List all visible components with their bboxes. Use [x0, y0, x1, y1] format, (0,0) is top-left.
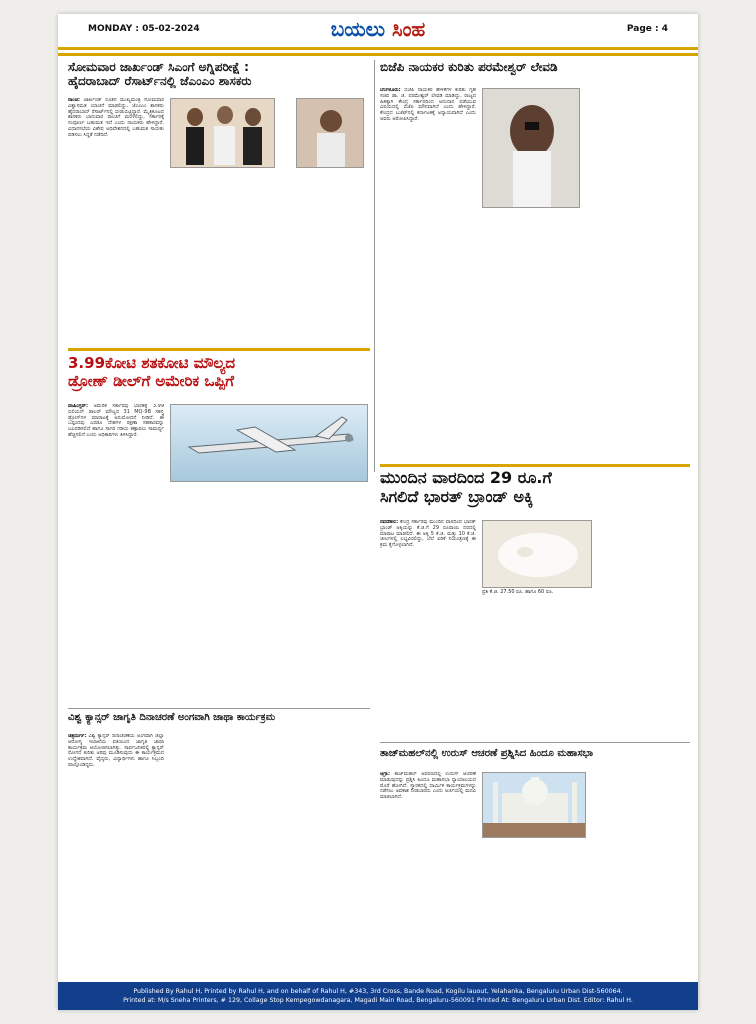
jharkhand-inset-photo	[296, 98, 364, 168]
taj-byline: ಆಗ್ರಾ:	[380, 772, 390, 777]
jharkhand-byline: ರಾಂಚಿ:	[68, 98, 80, 103]
newspaper-title	[288, 17, 468, 41]
cancer-body: ವಿಶ್ವ ಕ್ಯಾನ್ಸರ್ ದಿನಾಚರಣೆಯ ಅಂಗವಾಗಿ ಜಿಲ್ಲಾ ಆರೋಗ್ಯ ಇಲಾಖೆಯ ವತಿಯಿಂದ ಜಾಗೃತಿ ಜಾಥಾ ಕಾರ್ಯಕ್ರಮ ಆಯೋಜಿಸಲಾಗಿತ್ತು. ಸಾರ್ವಜನಿಕರಲ್ಲಿ ಕ್ಯಾನ್ಸರ್ ರೋಗದ ಕುರಿತು ಅರಿವು ಮೂಡಿಸುವುದು ಈ ಕಾರ್ಯಕ್ರಮದ ಉದ್ದೇಶವಾಗಿದೆ. ವೈದ್ಯರು, ವಿದ್ಯಾರ್ಥಿಗಳು ಹಾಗೂ ಸಿಬ್ಬಂದಿ ಪಾಲ್ಗೊಂಡಿದ್ದರು.	[68, 734, 164, 768]
drone-byline: ವಾಷಿಂಗ್ಟನ್:	[68, 404, 89, 409]
cancer-body-column-1	[68, 734, 164, 980]
taj-body-column-3	[592, 772, 688, 982]
rice-headline-line-1: ಮುಂದಿನ ವಾರದಿಂದ 29 ರೂ.ಗೆ	[380, 468, 552, 487]
newspaper-page	[58, 14, 698, 1010]
top-rule	[58, 53, 698, 56]
bjp-body: ಬಿಜೆಪಿ ನಾಯಕರ ಹೇಳಿಕೆಗಳ ಕುರಿತು ಗೃಹ ಸಚಿವ ಡಾ. ಜಿ. ಪರಮೇಶ್ವರ್ ಲೇವಡಿ ಮಾಡಿದ್ದು, ರಾಜ್ಯದ ಹಿತಕ್ಕಾಗಿ ಕೇಂದ್ರ ಸರ್ಕಾರದಿಂದ ಅನುದಾನ ಪಡೆಯುವ ವಿಷಯದಲ್ಲಿ ಬಿಜೆಪಿ ಮೌನವಾಗಿದೆ ಎಂದು ಹೇಳಿದ್ದಾರೆ. ಕೇಂದ್ರದ ಬಜೆಟ್‌ನಲ್ಲಿ ಕರ್ನಾಟಕಕ್ಕೆ ಅನ್ಯಾಯವಾಗಿದೆ ಎಂದು ಅವರು ಆರೋಪಿಸಿದ್ದಾರೆ.	[380, 88, 476, 122]
rice-body: ಕೇಂದ್ರ ಸರ್ಕಾರವು ಮುಂದಿನ ವಾರದಿಂದ ಭಾರತ್ ಬ್ರಾಂಡ್ ಅಕ್ಕಿಯನ್ನು ಕೆ.ಜಿ.ಗೆ 29 ರೂಪಾಯಿ ದರದಲ್ಲಿ ಮಾರಾಟ ಮಾಡಲಿದೆ. ಈ ಅಕ್ಕಿ 5 ಕೆ.ಜಿ. ಮತ್ತು 10 ಕೆ.ಜಿ. ಚೀಲಗಳಲ್ಲಿ ಲಭ್ಯವಿರಲಿದ್ದು, ಬೆಲೆ ಏರಿಕೆ ನಿಯಂತ್ರಣಕ್ಕೆ ಈ ಕ್ರಮ ಕೈಗೊಳ್ಳಲಾಗಿದೆ.	[380, 520, 476, 549]
drone-headline-line-2: ಡ್ರೋಣ್ ಡೀಲ್‌ಗೆ ಅಮೇರಿಕ ಒಪ್ಪಿಗೆ	[68, 372, 234, 390]
page-number: Page : 4	[626, 24, 668, 34]
drone-body-column-2	[170, 488, 266, 704]
left-right-divider	[374, 60, 375, 472]
bjp-body-column-1	[380, 88, 476, 460]
rice-body-column-1	[380, 520, 476, 738]
taj-headline: ತಾಜ್‌ಮಹಲ್‌ನಲ್ಲಿ ಉರುಸ್ ಆಚರಣೆ ಪ್ರಶ್ನಿಸಿದ ಹಿಂದೂ ಮಹಾಸಭಾ	[380, 748, 593, 759]
bjp-body-column-3	[586, 88, 688, 460]
footer-line-1: Published By Rahul H, Printed by Rahul H, and on behalf of Rahul H, #343, 3rd Cross, Bande Road, Kogilu lauout, Yelahanka, Bengaluru Urban Dist-560064.	[133, 988, 623, 995]
taj-divider	[380, 742, 690, 743]
rice-photo	[482, 520, 592, 588]
title-main: ಬಯಲು	[330, 17, 385, 41]
jharkhand-body-column-3	[274, 174, 370, 344]
cancer-body-column-2	[170, 734, 266, 980]
taj-body: ತಾಜ್‌ಮಹಲ್ ಆವರಣದಲ್ಲಿ ಉರುಸ್ ಆಚರಣೆ ಮಾಡುವುದನ್ನು ಪ್ರಶ್ನಿಸಿ ಹಿಂದೂ ಮಹಾಸಭಾ ನ್ಯಾಯಾಲಯದ ಮೊರೆ ಹೋಗಿದೆ. ಸ್ಮಾರಕದಲ್ಲಿ ಧಾರ್ಮಿಕ ಕಾರ್ಯಕ್ರಮಗಳನ್ನು ನಡೆಸಲು ಅವಕಾಶ ನೀಡಬಾರದು ಎಂದು ಅರ್ಜಿಯಲ್ಲಿ ಮನವಿ ಮಾಡಲಾಗಿದೆ.	[380, 772, 476, 801]
cancer-headline: ವಿಶ್ವ ಕ್ಯಾನ್ಸರ್ ಜಾಗೃತಿ ದಿನಾಚರಣೆ ಅಂಗವಾಗಿ ಜಾಥಾ ಕಾರ್ಯಕ್ರಮ	[68, 712, 276, 723]
bjp-byline: ಬೆಂಗಳೂರು:	[380, 88, 401, 93]
bjp-body-column-2	[482, 214, 578, 460]
jharkhand-headline-line-2: ಹೈದರಾಬಾದ್ ರೆಸಾರ್ಟ್‌ನಲ್ಲಿ ಜೆಎಂಎಂ ಶಾಸಕರು	[68, 74, 252, 89]
jharkhand-body-column-2	[170, 174, 266, 344]
rice-headline-line-2: ಸಿಗಲಿದೆ ಭಾರತ್ ಬ್ರಾಂಡ್ ಅಕ್ಕಿ	[380, 487, 534, 507]
jharkhand-headline-line-1: ಸೋಮವಾರ ಜಾರ್ಖಂಡ್ ಸಿಎಂಗೆ ಅಗ್ನಿಪರೀಕ್ಷೆ :	[68, 60, 249, 74]
jharkhand-body: ಜಾರ್ಖಂಡ್ ನೂತನ ಮುಖ್ಯಮಂತ್ರಿ ಸೋಮವಾರ ವಿಶ್ವಾಸಮತ ಯಾಚನೆ ಮಾಡಲಿದ್ದು, ಜೆಎಂಎಂ ಶಾಸಕರು ಹೈದರಾಬಾದ್ ರೆಸಾರ್ಟ್‌ನಲ್ಲಿ ಬೀಡುಬಿಟ್ಟಿದ್ದಾರೆ. ಮೈತ್ರಿಕೂಟದ ಶಾಸಕರು ಭಾನುವಾರ ರಾಂಚಿಗೆ ಮರಳಲಿದ್ದು, ಸರ್ಕಾರಕ್ಕೆ ಸಂಪೂರ್ಣ ಬಹುಮತ ಇದೆ ಎಂದು ನಾಯಕರು ಹೇಳಿದ್ದಾರೆ. ವಿಧಾನಸಭೆಯ ವಿಶೇಷ ಅಧಿವೇಶನದಲ್ಲಿ ಬಹುಮತ ಸಾಬೀತು ಪಡಿಸಲು ಸಿದ್ಧತೆ ನಡೆದಿದೆ.	[68, 98, 164, 138]
rice-caption: ಪ್ರತಿ ಕೆ.ಜಿ. 27.50 ರೂ. ಹಾಗೂ 60 ರೂ.	[482, 589, 554, 595]
drone-body: ಅಮೆರಿಕ ಸರ್ಕಾರವು ಭಾರತಕ್ಕೆ 3.99 ಬಿಲಿಯನ್ ಡಾಲರ್ ಮೌಲ್ಯದ 31 MQ-9B ಸಶಸ್ತ್ರ ಡ್ರೋನ್‌ಗಳ ಮಾರಾಟಕ್ಕೆ ಅನುಮೋದನೆ ನೀಡಿದೆ. ಈ ಒಪ್ಪಂದವು ಎರಡೂ ದೇಶಗಳ ರಕ್ಷಣಾ ಸಹಕಾರವನ್ನು ಬಲಪಡಿಸಲಿದೆ ಹಾಗೂ ಸಾಗರ ಗಡಿಯ ಕಣ್ಗಾವಲು ಸಾಮರ್ಥ್ಯ ಹೆಚ್ಚಿಸಲಿದೆ ಎಂದು ಅಧಿಕಾರಿಗಳು ತಿಳಿಸಿದ್ದಾರೆ.	[68, 404, 164, 438]
paramesh-photo	[482, 88, 580, 208]
drone-body-column-3	[274, 488, 370, 704]
drone-headline-line-1: 3.99ಕೋಟಿ ಶತಕೋಟಿ ಮೌಲ್ಯದ	[68, 354, 236, 372]
rice-rule	[380, 464, 690, 467]
cancer-divider	[68, 708, 370, 709]
masthead	[58, 14, 698, 50]
publisher-footer	[58, 982, 698, 1010]
drone-headline	[68, 354, 370, 406]
cancer-byline: ಚಿತ್ರದುರ್ಗ:	[68, 734, 87, 739]
taj-photo	[482, 772, 586, 838]
drone-body-column-1	[68, 404, 164, 704]
jharkhand-body-column-1	[68, 98, 164, 344]
taj-body-column-1	[380, 772, 476, 982]
rice-headline	[380, 468, 690, 518]
footer-line-2: Printed at: M/s Sneha Printers, # 129, Collage Stop Kempegowdanagara, Magadi Main Road, Bengaluru-560091 Printed At: Bengaluru Urban Dist. Editor: Rahul H.	[123, 997, 633, 1004]
rice-body-column-3	[586, 520, 688, 738]
bjp-headline: ಬಿಜೆಪಿ ನಾಯಕರ ಕುರಿತು ಪರಮೇಶ್ವರ್ ಲೇವಡಿ	[380, 60, 558, 74]
title-secondary: ಸಿಂಹ	[391, 17, 426, 41]
drone-rule	[68, 348, 370, 351]
rice-body-column-2	[482, 602, 578, 738]
jharkhand-photo	[170, 98, 275, 168]
jharkhand-headline	[68, 60, 370, 96]
taj-body-column-2	[482, 844, 578, 982]
cancer-body-column-3	[274, 734, 370, 980]
issue-date: MONDAY : 05-02-2024	[88, 24, 200, 34]
drone-photo	[170, 404, 368, 482]
rice-byline: ನವದೆಹಲಿ:	[380, 520, 399, 525]
